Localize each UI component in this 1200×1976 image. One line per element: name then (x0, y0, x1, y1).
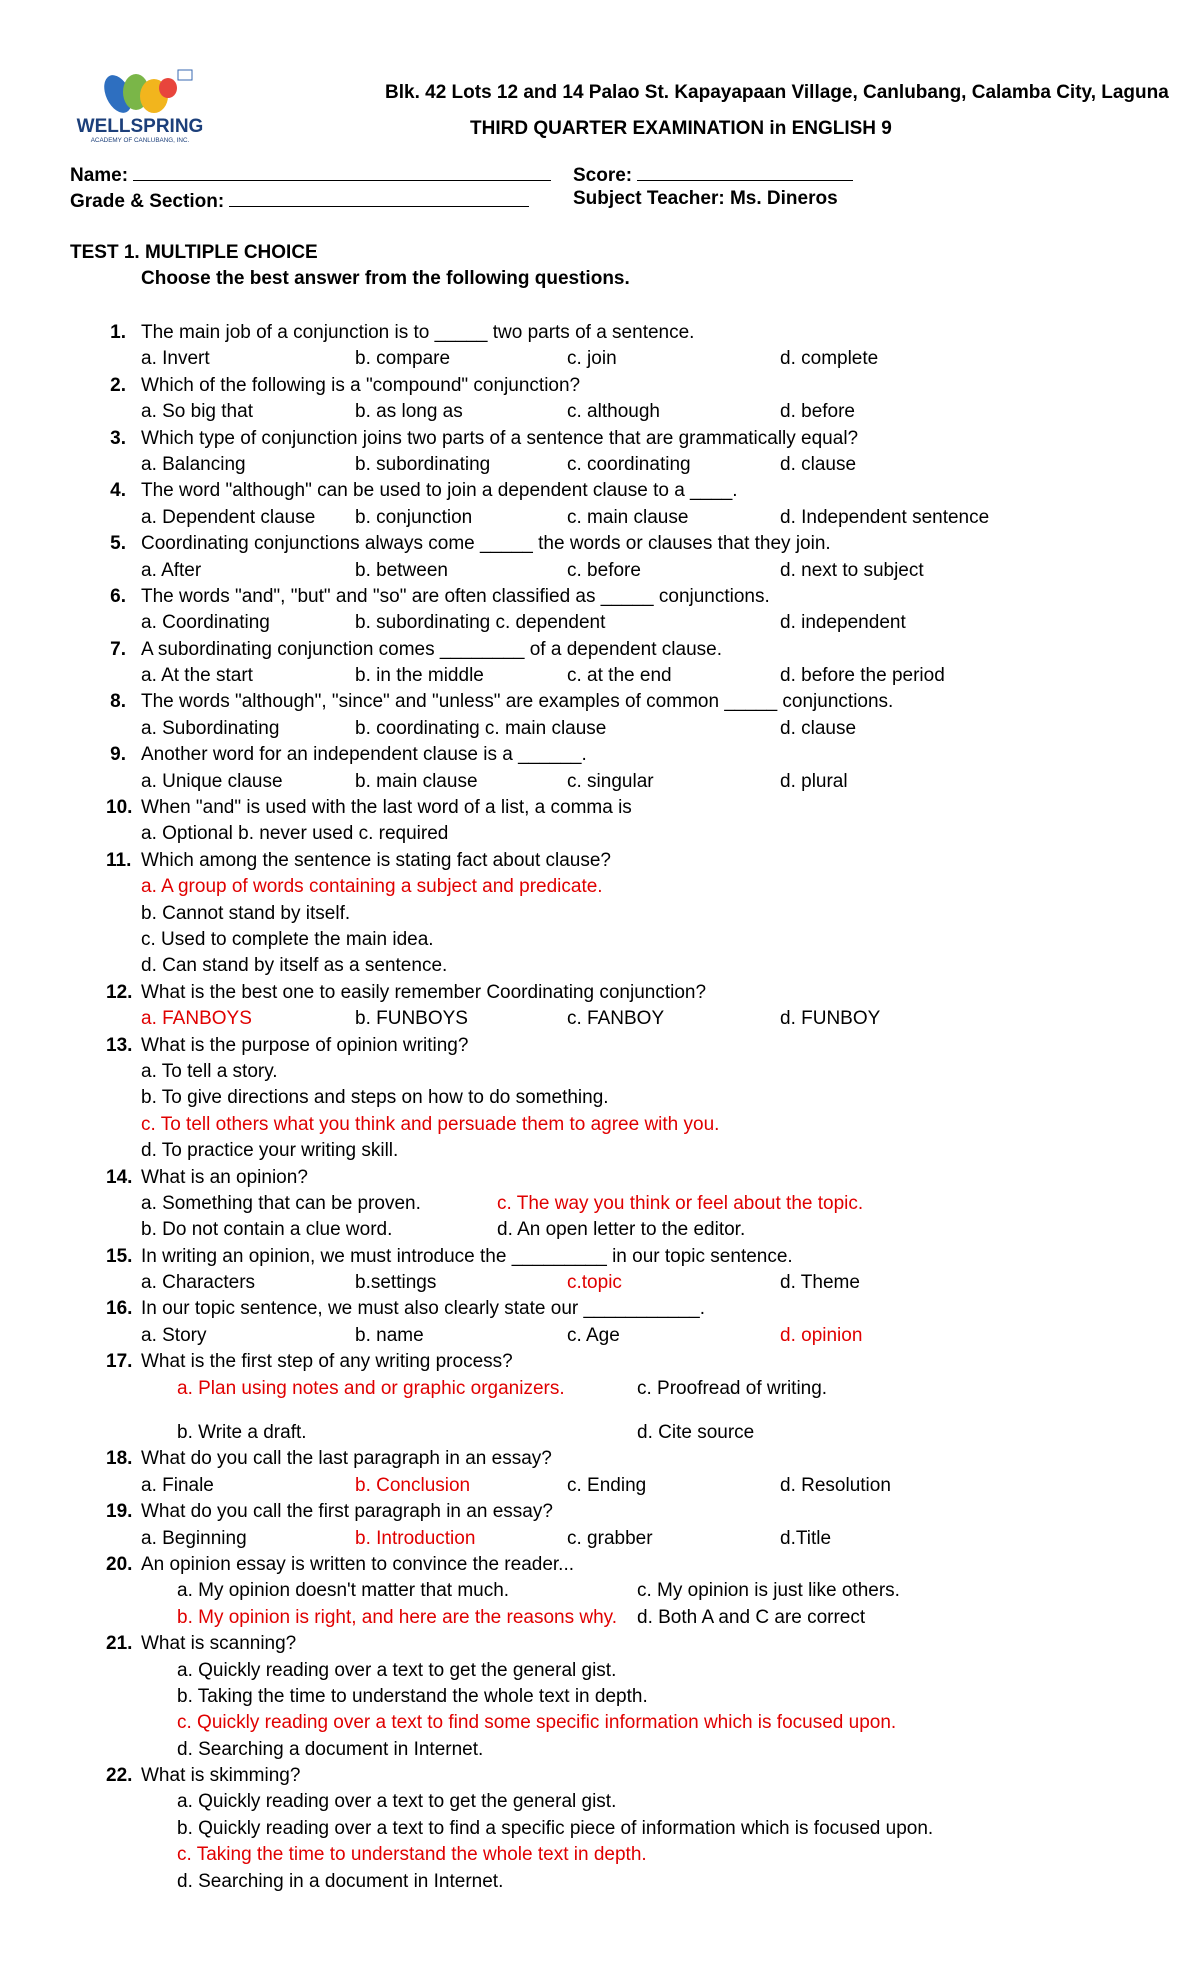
question-text: An opinion essay is written to convince the reader... (141, 1553, 575, 1575)
question-row (0, 478, 1200, 504)
choice-row (0, 1684, 1200, 1710)
question-row (0, 742, 1200, 768)
choice-row (0, 1842, 1200, 1868)
choice-row (0, 1217, 1200, 1243)
answer-choice[interactable]: a. Quickly reading over a text to get the general gist. (177, 1791, 617, 1813)
answer-choice[interactable]: a. To tell a story. (141, 1060, 278, 1082)
answer-choice[interactable]: a. My opinion doesn't matter that much. (177, 1580, 510, 1602)
answer-choice[interactable]: d. Independent sentence (780, 506, 990, 528)
question-number: 20. (106, 1553, 133, 1575)
question-number: 11. (106, 849, 132, 871)
question-row (0, 848, 1200, 874)
answer-choice[interactable]: a. Dependent clause (141, 506, 316, 528)
question-row (0, 1349, 1200, 1375)
answer-choice[interactable]: a. A group of words containing a subject and predicate. (141, 876, 603, 898)
question-text: Which of the following is a "compound" conjunction? (141, 374, 581, 396)
choice-row (0, 346, 1200, 372)
answer-choice[interactable]: b. main clause (355, 770, 478, 792)
question-row (0, 320, 1200, 346)
choice-row (0, 1420, 1200, 1446)
question-number: 21. (106, 1633, 133, 1655)
answer-choice[interactable]: c. at the end (567, 665, 672, 687)
answer-choice[interactable]: b. Do not contain a clue word. (141, 1219, 393, 1241)
choice-row (0, 1605, 1200, 1631)
answer-choice[interactable]: d. next to subject (780, 559, 924, 581)
answer-choice[interactable]: d. FUNBOY (780, 1008, 881, 1030)
question-number: 3. (110, 427, 126, 449)
answer-choice[interactable]: c. Ending (567, 1474, 647, 1496)
answer-choice[interactable]: a. Coordinating (141, 612, 270, 634)
question-text: In our topic sentence, we must also clearly state our ___________. (141, 1298, 706, 1320)
answer-choice[interactable]: d. independent (780, 612, 906, 634)
question-text: Which type of conjunction joins two parts of a sentence that are grammatically equal? (141, 427, 859, 449)
logo-subtext: ACADEMY OF CANLUBANG, INC. (90, 137, 190, 144)
answer-choice[interactable]: b. conjunction (355, 506, 473, 528)
score-line (573, 162, 853, 187)
answer-choice[interactable]: b. Cannot stand by itself. (141, 902, 351, 924)
choice-row (0, 610, 1200, 636)
choice-row (0, 505, 1200, 531)
answer-choice[interactable]: b. Taking the time to understand the whole text in depth. (177, 1685, 648, 1707)
choice-row (0, 558, 1200, 584)
answer-choice[interactable]: d. before the period (780, 665, 945, 687)
answer-choice[interactable]: c. Used to complete the main idea. (141, 928, 434, 950)
choice-row (0, 1869, 1200, 1895)
question-text: What is skimming? (141, 1765, 301, 1787)
score-label: Score: (573, 165, 633, 186)
question-row (0, 689, 1200, 715)
answer-choice[interactable]: c. Age (567, 1324, 620, 1346)
choice-row (0, 1191, 1200, 1217)
question-row (0, 1165, 1200, 1191)
answer-choice[interactable]: a. Subordinating (141, 717, 280, 739)
question-row (0, 1446, 1200, 1472)
answer-choice[interactable]: b.settings (355, 1272, 437, 1294)
choice-row (0, 1526, 1200, 1552)
question-number: 19. (106, 1501, 133, 1523)
answer-choice[interactable]: d. opinion (780, 1324, 863, 1346)
answer-choice[interactable]: b. as long as (355, 401, 463, 423)
choice-row (0, 874, 1200, 900)
question-text: The words "although", "since" and "unless" are examples of common _____ conjunctions. (141, 691, 894, 713)
question-row (0, 1763, 1200, 1789)
question-row (0, 373, 1200, 399)
answer-choice[interactable]: b. name (355, 1324, 424, 1346)
question-number: 2. (110, 374, 126, 396)
question-row (0, 1244, 1200, 1270)
choice-row (0, 716, 1200, 742)
answer-choice[interactable]: d. Searching in a document in Internet. (177, 1870, 504, 1892)
answer-choice[interactable]: c. although (567, 401, 660, 423)
choice-row (0, 821, 1200, 847)
question-number: 22. (106, 1765, 133, 1787)
answer-choice[interactable]: c. The way you think or feel about the topic. (497, 1192, 864, 1214)
question-text: The word "although" can be used to join a dependent clause to a ____. (141, 480, 738, 502)
question-text: What is the purpose of opinion writing? (141, 1034, 469, 1056)
question-number: 5. (110, 533, 126, 555)
answer-choice[interactable]: c. To tell others what you think and persuade them to agree with you. (141, 1113, 720, 1135)
choice-row (0, 1112, 1200, 1138)
question-row (0, 1033, 1200, 1059)
choice-row (0, 1006, 1200, 1032)
answer-choice[interactable]: b. between (355, 559, 448, 581)
answer-choice[interactable]: a. Beginning (141, 1527, 247, 1549)
question-number: 12. (106, 981, 133, 1003)
answer-choice[interactable]: b. FUNBOYS (355, 1008, 468, 1030)
choice-row (0, 399, 1200, 425)
answer-choice[interactable]: c. coordinating (567, 453, 691, 475)
question-number: 9. (110, 744, 126, 766)
answer-choice[interactable]: d. To practice your writing skill. (141, 1140, 399, 1162)
school-logo (70, 66, 210, 156)
answer-choice[interactable]: c. My opinion is just like others. (637, 1580, 900, 1602)
answer-choice[interactable]: b. Introduction (355, 1527, 476, 1549)
answer-choice[interactable]: d. plural (780, 770, 848, 792)
question-text: Which among the sentence is stating fact about clause? (141, 849, 611, 871)
question-row (0, 637, 1200, 663)
answer-choice[interactable]: c. Proofread of writing. (637, 1377, 828, 1399)
test-title: TEST 1. MULTIPLE CHOICE (70, 242, 318, 263)
question-text: What is the first step of any writing process? (141, 1351, 513, 1373)
answer-choice[interactable]: a. Quickly reading over a text to get the general gist. (177, 1659, 617, 1681)
question-row (0, 795, 1200, 821)
subject-teacher: Subject Teacher: Ms. Dineros (573, 188, 838, 209)
answer-choice[interactable]: c. grabber (567, 1527, 653, 1549)
choice-row (0, 1473, 1200, 1499)
choice-row (0, 452, 1200, 478)
question-number: 17. (106, 1351, 133, 1373)
choice-row (0, 1789, 1200, 1815)
answer-choice[interactable]: a. Story (141, 1324, 207, 1346)
answer-choice[interactable]: a. Plan using notes and or graphic organizers. (177, 1377, 565, 1399)
answer-choice[interactable]: b. Write a draft. (177, 1422, 307, 1444)
question-number: 15. (106, 1245, 133, 1267)
question-text: What is scanning? (141, 1633, 297, 1655)
question-list (0, 320, 1200, 1895)
question-text: What do you call the first paragraph in an essay? (141, 1501, 553, 1523)
answer-choice[interactable]: a. Finale (141, 1474, 214, 1496)
school-address: Blk. 42 Lots 12 and 14 Palao St. Kapayapaan Village, Canlubang, Calamba City, Laguna (385, 82, 1169, 103)
question-number: 14. (106, 1166, 133, 1188)
choice-row (0, 1085, 1200, 1111)
answer-choice[interactable]: c. Taking the time to understand the whole text in depth. (177, 1844, 647, 1866)
question-number: 4. (110, 480, 126, 502)
answer-choice[interactable]: c. singular (567, 770, 654, 792)
question-number: 10. (106, 797, 133, 819)
question-text: What do you call the last paragraph in an essay? (141, 1448, 552, 1470)
answer-choice[interactable]: c. join (567, 348, 617, 370)
answer-choice[interactable]: d. An open letter to the editor. (497, 1219, 746, 1241)
question-row (0, 1552, 1200, 1578)
question-number: 18. (106, 1448, 133, 1470)
answer-choice[interactable]: c. main clause (567, 506, 689, 528)
question-text: Coordinating conjunctions always come _____ the words or clauses that they join. (141, 533, 831, 555)
choice-row (0, 663, 1200, 689)
choice-row (0, 927, 1200, 953)
answer-choice[interactable]: d. Cite source (637, 1422, 755, 1444)
logo-text: WELLSPRING (76, 116, 204, 137)
question-text: When "and" is used with the last word of a list, a comma is (141, 797, 632, 819)
name-label: Name: (70, 165, 129, 186)
question-number: 6. (110, 585, 126, 607)
answer-choice[interactable]: c. Quickly reading over a text to find some specific information which is focused upon. (177, 1712, 897, 1734)
answer-choice[interactable]: c. before (567, 559, 641, 581)
choice-row (0, 769, 1200, 795)
question-number: 1. (110, 322, 126, 343)
answer-choice[interactable]: d. complete (780, 348, 879, 370)
choice-row (0, 1710, 1200, 1736)
question-row (0, 426, 1200, 452)
question-row (0, 980, 1200, 1006)
answer-choice[interactable]: b. Quickly reading over a text to find a specific piece of information which is focused upon. (177, 1817, 934, 1839)
answer-choice[interactable]: d. Theme (780, 1272, 860, 1294)
answer-choice[interactable]: d. clause (780, 717, 857, 739)
choice-row (0, 1816, 1200, 1842)
choice-row (0, 1376, 1200, 1402)
choice-row (0, 1323, 1200, 1349)
answer-choice[interactable]: a. Characters (141, 1272, 256, 1294)
answer-choice[interactable]: d. Searching a document in Internet. (177, 1738, 484, 1760)
answer-choice[interactable]: a. Unique clause (141, 770, 283, 792)
question-row (0, 1631, 1200, 1657)
answer-choice[interactable]: d. Can stand by itself as a sentence. (141, 955, 448, 977)
answer-choice[interactable]: b. My opinion is right, and here are the reasons why. (177, 1606, 618, 1628)
test-instruction: Choose the best answer from the following questions. (141, 268, 630, 289)
answer-choice[interactable]: a. Balancing (141, 453, 246, 475)
question-row (0, 531, 1200, 557)
question-text: In writing an opinion, we must introduce the _________ in our topic sentence. (141, 1245, 793, 1267)
question-text: A subordinating conjunction comes ________ of a dependent clause. (141, 638, 722, 660)
question-number: 7. (110, 638, 126, 660)
choice-row (0, 1578, 1200, 1604)
answer-choice[interactable]: a. Invert (141, 348, 210, 370)
answer-choice[interactable]: a. After (141, 559, 202, 581)
choice-row (0, 901, 1200, 927)
exam-title: THIRD QUARTER EXAMINATION in ENGLISH 9 (470, 118, 892, 139)
answer-choice[interactable]: b. coordinating c. main clause (355, 717, 607, 739)
answer-choice[interactable]: d. Resolution (780, 1474, 891, 1496)
name-line (70, 162, 551, 187)
answer-choice[interactable]: a. At the start (141, 665, 253, 687)
choice-row (0, 1059, 1200, 1085)
choice-row (0, 953, 1200, 979)
question-number: 13. (106, 1034, 133, 1056)
answer-choice[interactable]: a. Something that can be proven. (141, 1192, 421, 1214)
question-row (0, 584, 1200, 610)
name-blank[interactable] (133, 162, 551, 181)
grade-line (70, 188, 529, 213)
answer-choice[interactable]: d.Title (780, 1527, 832, 1549)
answer-choice[interactable]: a. FANBOYS (141, 1008, 252, 1030)
answer-choice[interactable]: a. Optional b. never used c. required (141, 823, 449, 845)
answer-choice[interactable]: a. So big that (141, 401, 253, 423)
question-number: 8. (110, 691, 126, 713)
answer-choice[interactable]: c. FANBOY (567, 1008, 665, 1030)
answer-choice[interactable]: c.topic (567, 1272, 622, 1294)
question-text: The words "and", "but" and "so" are often classified as _____ conjunctions. (141, 585, 770, 607)
question-row (0, 1499, 1200, 1525)
answer-choice[interactable]: b. subordinating c. dependent (355, 612, 606, 634)
answer-choice[interactable]: b. in the middle (355, 665, 484, 687)
choice-row (0, 1737, 1200, 1763)
grade-blank[interactable] (229, 188, 529, 207)
choice-row (0, 1270, 1200, 1296)
question-text: What is the best one to easily remember Coordinating conjunction? (141, 981, 707, 1003)
grade-label: Grade & Section: (70, 191, 225, 212)
question-text: Another word for an independent clause is a ______. (141, 744, 587, 766)
answer-choice[interactable]: b. compare (355, 348, 451, 370)
answer-choice[interactable]: d. before (780, 401, 855, 423)
choice-row (0, 1658, 1200, 1684)
answer-choice[interactable]: d. clause (780, 453, 857, 475)
answer-choice[interactable]: b. To give directions and steps on how to do something. (141, 1087, 609, 1109)
answer-choice[interactable]: d. Both A and C are correct (637, 1606, 866, 1628)
score-blank[interactable] (637, 162, 853, 181)
question-number: 16. (106, 1298, 133, 1320)
answer-choice[interactable]: b. subordinating (355, 453, 491, 475)
question-text: What is an opinion? (141, 1166, 308, 1188)
answer-choice[interactable]: b. Conclusion (355, 1474, 471, 1496)
question-text: The main job of a conjunction is to _____ two parts of a sentence. (141, 322, 695, 343)
question-row (0, 1296, 1200, 1322)
choice-row (0, 1138, 1200, 1164)
